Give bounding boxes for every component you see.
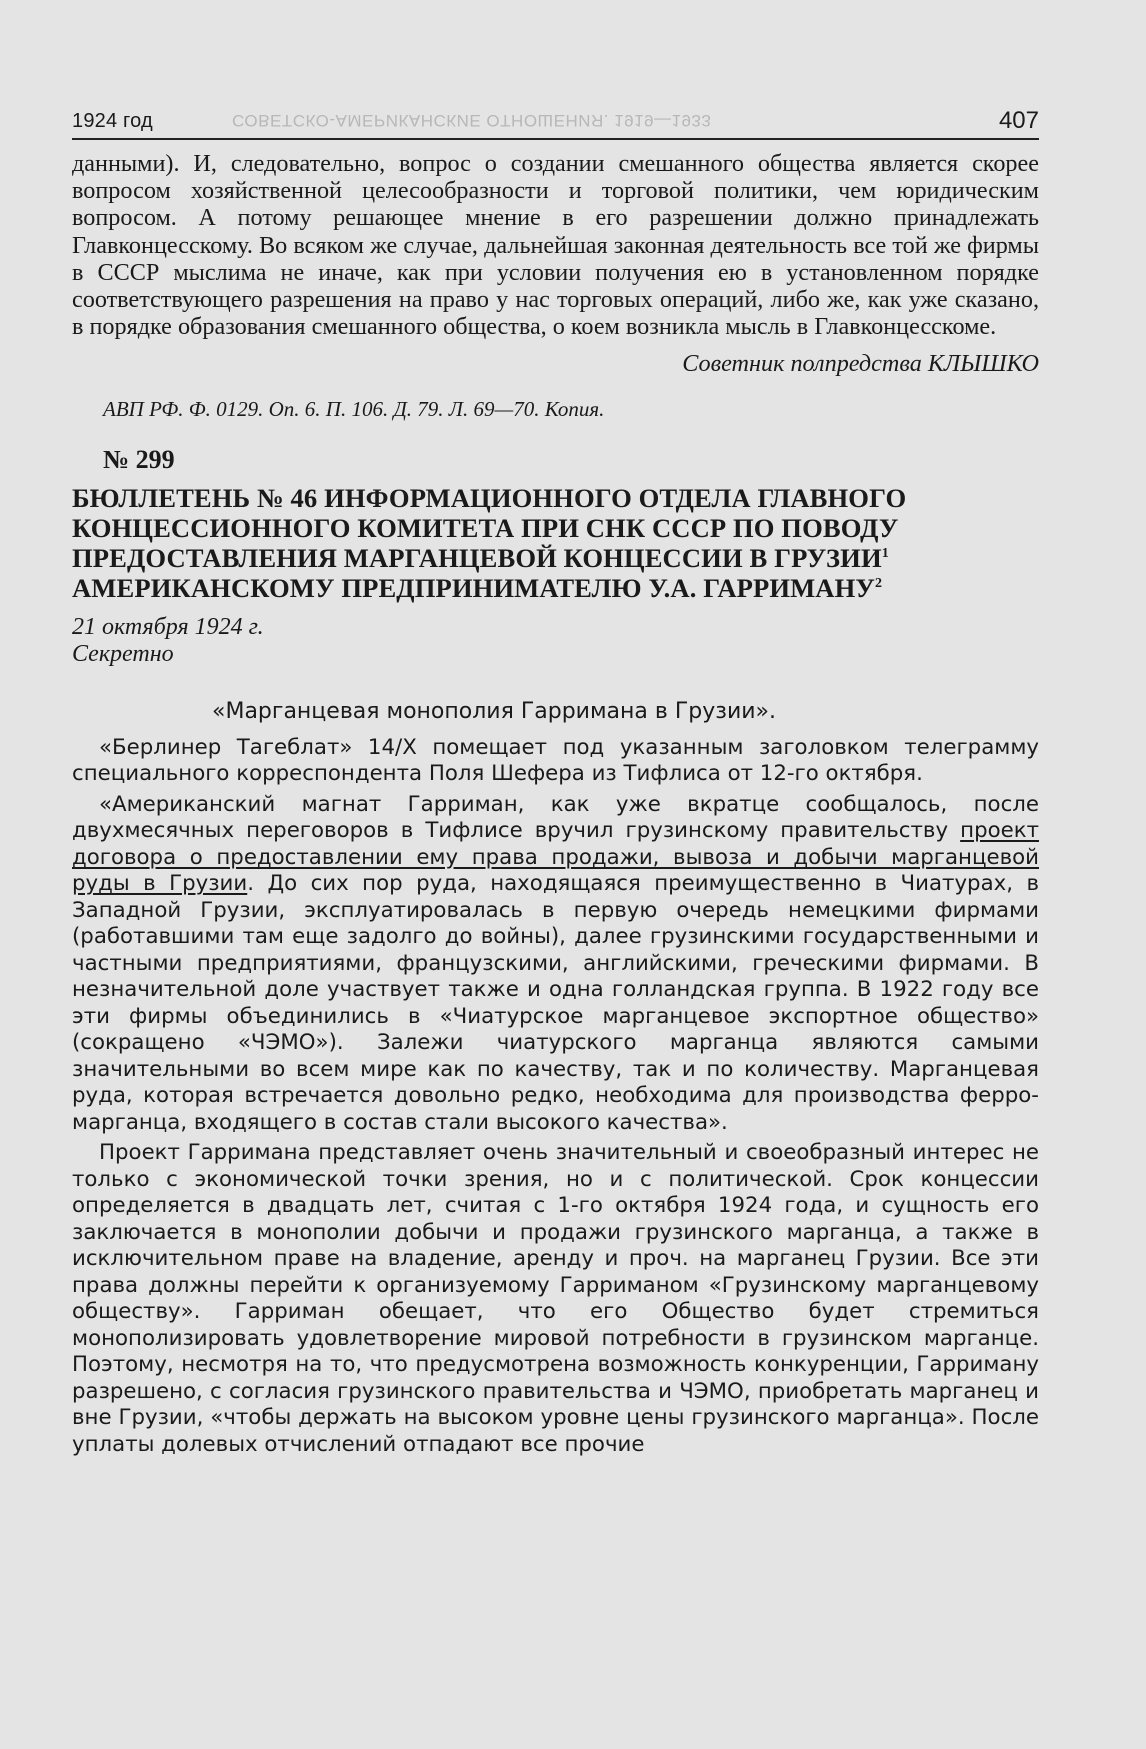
paragraph-2-underlined: проект договора о предоставлении ему права продажи, вывоза и добычи марганцевой руды в Грузии [72,818,1039,897]
paragraph-2-end: . До сих пор руда, находящаяся преимущественно в Чиатурах, в Западной Грузии, эксплуатировалась в первую очередь немецкими фирмами (работавшими там еще задолго до войны), далее грузинскими государственными и частными предприятиями, французскими, английскими, греческими фирмами. В незначительной доле участвует также и одна голландская группа. В 1922 году все эти фирмы объединились в «Чиатурское марганцевое экспортное общество» (сокращено «ЧЭМО»). Залежи чиатурского марганца являются самыми значительными во всем мире как по качеству, так и по количеству. Марганцевая руда, которая встречается довольно редко, необходима для производства ферро-марганца, входящего в состав стали высокого качества». [72,871,1039,1135]
paragraph-2 [72,792,1039,1137]
header-year: 1924 год [72,110,153,132]
page-header [72,104,1039,140]
paragraph-1: «Берлинер Тагеблат» 14/X помещает под указанным заголовком телеграмму специального корреспондента Поля Шефера из Тифлиса от 12-го октября. [72,734,1039,787]
intro-paragraph: данными). И, следовательно, вопрос о создании смешанного общества является скорее вопросом хозяйственной целесообразности и торговой политики, чем юридическим вопросом. А потому решающее мнение в его разрешении должно принадлежать Главконцесскому. Во всяком же случае, дальнейшая законная деятельность все той же фирмы в СССР мыслима не иначе, как при условии получения ею в установленном порядке соответствующего разрешения на право у нас торговых операций, либо же, как уже сказано, в порядке образования смешанного общества, о коем возникла мысль в Главконцесскоме. [72,150,1039,341]
footnote-ref-1: 1 [881,546,889,562]
document-title [72,483,1039,603]
classification-mark: Секретно [72,641,174,668]
footnote-ref-2: 2 [875,576,883,592]
page-content [72,150,1039,1458]
document-title-main: БЮЛЛЕТЕНЬ № 46 ИНФОРМАЦИОННОГО ОТДЕЛА ГЛАВНОГО КОНЦЕССИОННОГО КОМИТЕТА ПРИ СНК СССР ПО ПОВОДУ ПРЕДОСТАВЛЕНИЯ МАРГАНЦЕВОЙ КОНЦЕССИИ В ГРУЗИИ [72,483,907,574]
document-title-end: АМЕРИКАНСКОМУ ПРЕДПРИНИМАТЕЛЮ У.А. ГАРРИМАНУ [72,573,876,604]
document-number: № 299 [103,444,175,474]
header-running-title-bleedthrough: СОВЕТСКО-АМЕРИКАНСКИЕ ОТНОШЕНИЯ. 1919—1933 [232,111,712,130]
article-subtitle: «Марганцевая монополия Гарримана в Грузии». [212,699,776,725]
page-number: 407 [998,107,1039,134]
paragraph-3: Проект Гарримана представляет очень значительный и своеобразный интерес не только с экономической точки зрения, но и с политической. Срок концессии определяется в двадцать лет, считая с 1-го октября 1924 года, и сущность его заключается в монополии добычи и продажи грузинского марганца, а также в исключительном праве на владение, аренду и проч. на марганец Грузии. Все эти права должны перейти к организуемому Гарриманом «Грузинскому марганцевому обществу». Гарриман обещает, что его Общество будет стремиться монополизировать удовлетворение мировой потребности в грузинском марганце. Поэтому, несмотря на то, что предусмотрена возможность конкуренции, Гарриману разрешено, с согласия грузинского правительства и ЧЭМО, приобретать марганец и вне Грузии, «чтобы держать на высоком уровне цены грузинского марганца». После уплаты долевых отчислений отпадают все прочие [72,1140,1039,1457]
paragraph-2-start: «Американский магнат Гарриман, как уже вкратце сообщалось, после двухмесячных переговоров в Тифлисе вручил грузинскому правительству [72,791,1039,844]
signature-line: Советник полпредства КЛЫШКО [682,350,1039,378]
document-date: 21 октября 1924 г. [72,614,264,641]
archive-reference: АВП РФ. Ф. 0129. Оп. 6. П. 106. Д. 79. Л. 69—70. Копия. [103,396,605,421]
